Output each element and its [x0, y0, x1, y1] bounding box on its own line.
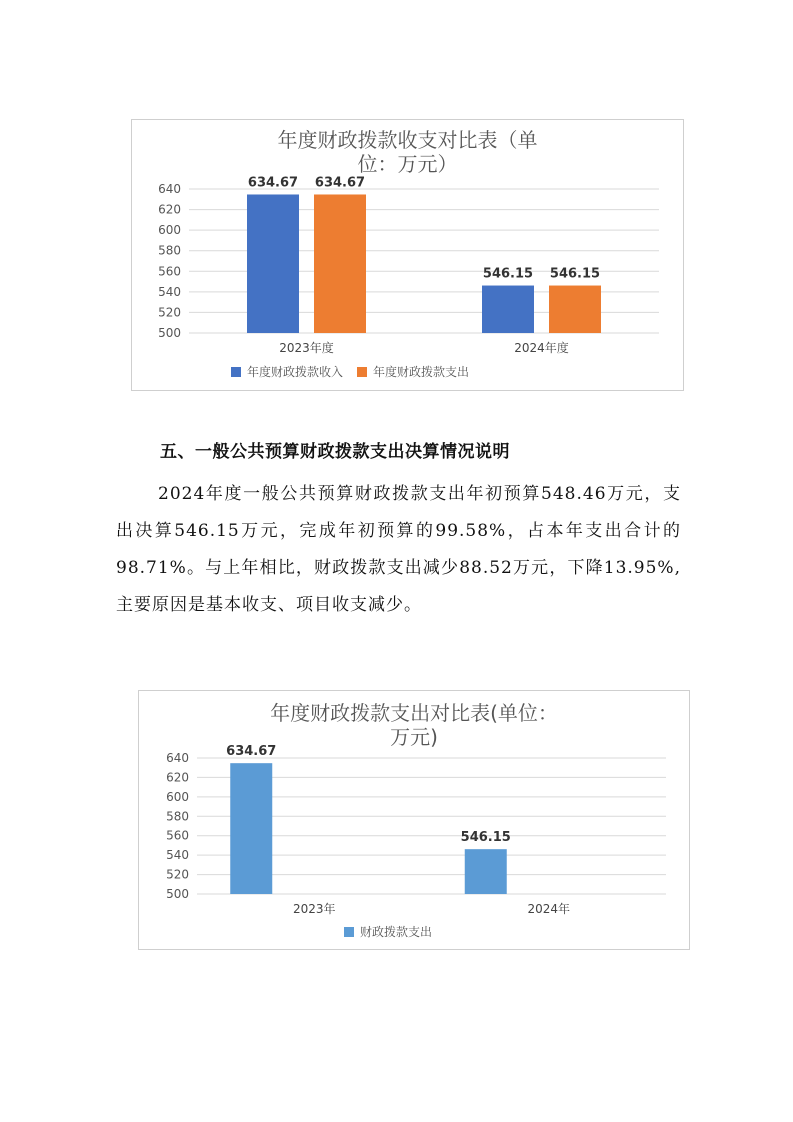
data-label: 546.15 — [460, 830, 511, 846]
y-tick-label: 580 — [166, 809, 189, 824]
legend-swatch — [344, 927, 354, 937]
income-expense-chart — [131, 119, 684, 391]
data-label: 634.67 — [247, 175, 299, 191]
section-paragraph: 2024年度一般公共预算财政拨款支出年初预算548.46万元，支出决算546.15万元，完成年初预算的99.58%，占本年支出合计的98.71%。与上年相比，财政拨款支出减少88.52万元，下降13.95%,主要原因是基本收支、项目收支减少。 — [116, 484, 681, 615]
legend-swatch — [357, 367, 367, 377]
legend-label: 年度财政拨款支出 — [373, 365, 470, 379]
x-tick-label: 2023年 — [292, 902, 336, 916]
bar — [482, 286, 534, 333]
chart-title — [139, 701, 689, 749]
y-tick-label: 580 — [158, 243, 181, 258]
bar — [230, 763, 272, 894]
x-tick-label: 2024年 — [527, 902, 571, 916]
expense-chart — [138, 690, 690, 950]
y-tick-label: 540 — [166, 848, 189, 863]
y-tick-label: 620 — [166, 770, 189, 785]
legend-swatch — [231, 367, 241, 377]
bar — [314, 194, 366, 333]
y-tick-label: 540 — [158, 284, 181, 299]
chart-title — [132, 128, 683, 176]
x-tick-label: 2023年度 — [279, 341, 334, 355]
chart-title-line-2: 位：万元） — [357, 152, 458, 176]
y-tick-label: 600 — [158, 223, 181, 238]
data-label: 546.15 — [482, 266, 534, 282]
y-tick-label: 640 — [166, 751, 189, 765]
y-tick-label: 620 — [158, 202, 181, 217]
chart-title-line-1: 年度财政拨款收支对比表（单 — [277, 128, 538, 152]
y-tick-label: 600 — [166, 789, 189, 804]
section-heading: 五、一般公共预算财政拨款支出决算情况说明 — [160, 442, 510, 462]
chart-title-line-2: 万元) — [390, 725, 438, 749]
legend-label: 年度财政拨款收入 — [247, 365, 344, 379]
y-tick-label: 500 — [158, 326, 181, 340]
data-label: 634.67 — [314, 175, 366, 191]
y-tick-label: 560 — [158, 264, 181, 279]
y-tick-label: 520 — [158, 305, 181, 320]
chart-title-line-1: 年度财政拨款支出对比表(单位： — [270, 701, 558, 725]
bar — [247, 194, 299, 333]
x-tick-label: 2024年度 — [514, 341, 569, 355]
legend-label: 财政拨款支出 — [360, 925, 433, 939]
data-label: 546.15 — [549, 266, 601, 282]
y-tick-label: 560 — [166, 828, 189, 843]
y-tick-label: 520 — [166, 867, 189, 882]
y-tick-label: 640 — [158, 182, 181, 196]
bar — [465, 849, 507, 894]
bar — [549, 286, 601, 333]
data-label: 634.67 — [226, 744, 277, 760]
y-tick-label: 500 — [166, 887, 189, 901]
